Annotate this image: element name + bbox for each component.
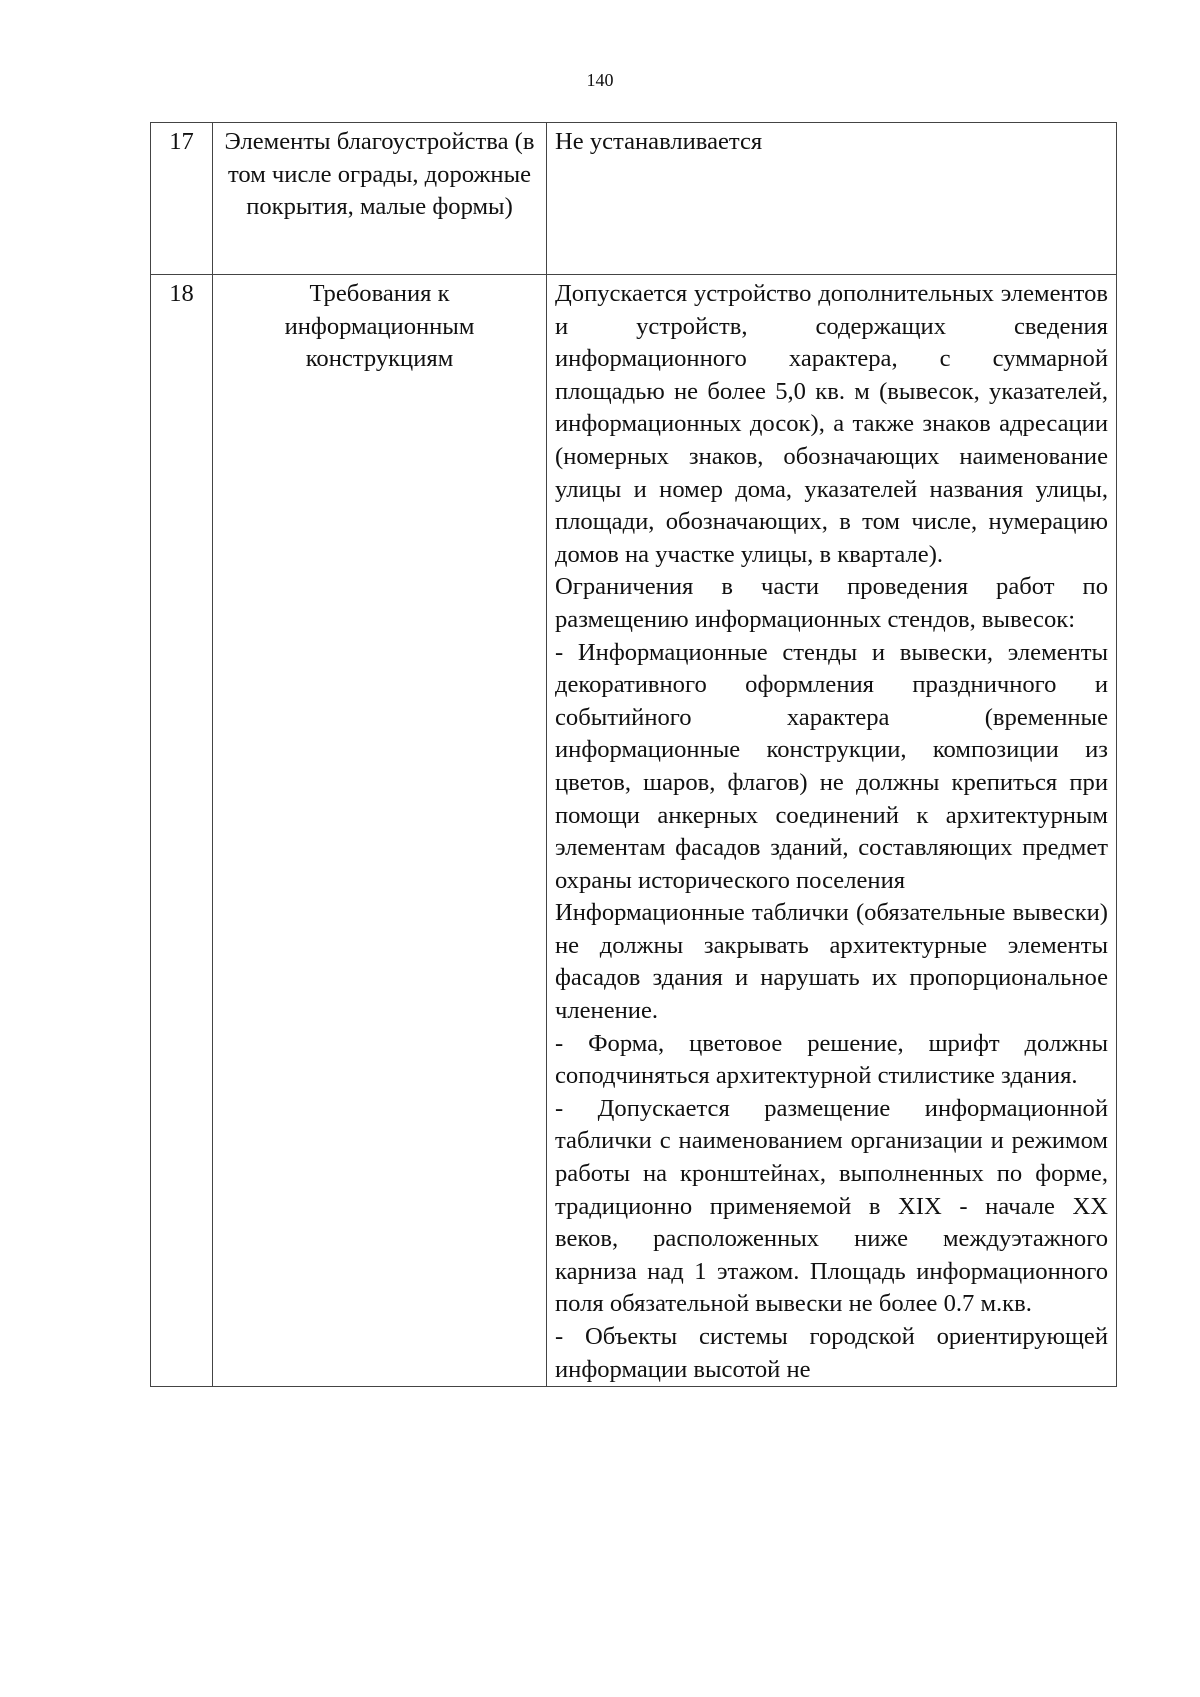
requirement-paragraph: Информационные таблички (обязательные вывески) не должны закрывать архитектурные элементы фасадов здания и нарушать их пропорциональное членение.: [555, 899, 1108, 1025]
requirement-paragraph: - Объекты системы городской ориентирующей информации высотой не: [555, 1323, 1108, 1383]
requirement-paragraph: - Допускается размещение информационной таблички с наименованием организации и режимом работы на кронштейнах, выполненных по форме, традиционно применяемой в XIX - начале XX веков, расположенных ниже междуэтажного карниза над 1 этажом. Площадь информационного поля обязательной вывески не более 0.7 м.кв.: [555, 1094, 1108, 1318]
requirement-paragraph: - Информационные стенды и вывески, элементы декоративного оформления праздничного и событийного характера (временные информационные конструкции, композиции из цветов, шаров, флагов) не должны крепиться при помощи анкерных соединений к архитектурным элементам фасадов зданий, составляющих предмет охраны исторического поселения: [555, 638, 1108, 894]
requirement-paragraph: Ограничения в части проведения работ по размещению информационных стендов, вывесок:: [555, 573, 1108, 633]
table-row: [151, 123, 1117, 275]
row-number: 17: [151, 123, 213, 275]
page-number: 140: [586, 70, 614, 90]
element-name: Элементы благоустройства (в том числе ограды, дорожные покрытия, малые формы): [213, 123, 547, 275]
requirement-text: [547, 123, 1117, 275]
requirements-table: [150, 122, 1117, 1387]
row-number: 18: [151, 275, 213, 1387]
requirement-text: [547, 275, 1117, 1387]
element-name: Требования к информационным конструкциям: [213, 275, 547, 1387]
requirement-paragraph: - Форма, цветовое решение, шрифт должны соподчиняться архитектурной стилистике здания.: [555, 1029, 1108, 1090]
requirement-paragraph: Допускается устройство дополнительных элементов и устройств, содержащих сведения информационного характера, с суммарной площадью не более 5,0 кв. м (вывесок, указателей, информационных досок), а также знаков адресации (номерных знаков, обозначающих наименование улицы и номер дома, указателей названия улицы, площади, обозначающих, в том числе, нумерацию домов на участке улицы, в квартале).: [555, 280, 1108, 568]
table-row: [151, 275, 1117, 1387]
requirement-paragraph: Не устанавливается: [555, 128, 763, 155]
